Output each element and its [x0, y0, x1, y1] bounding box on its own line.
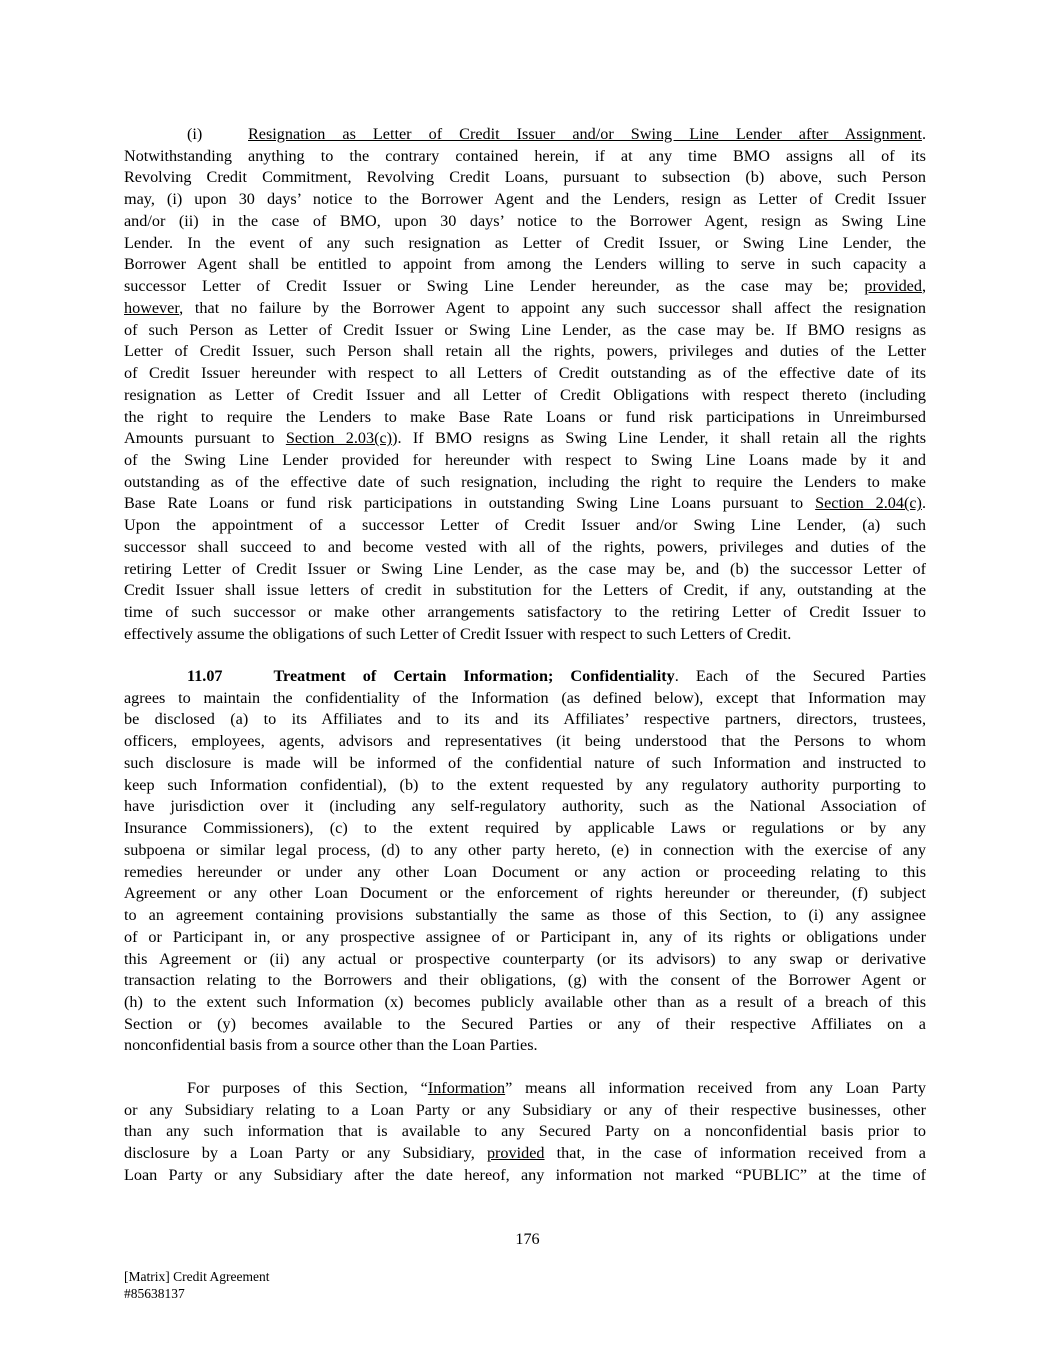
text-run: ” means all information received from any Loan Party [505, 1079, 926, 1097]
text-line [124, 320, 926, 342]
text-run: For purposes of this Section, “ [187, 1079, 428, 1097]
text-line [124, 559, 926, 581]
text-run: disclosure by a Loan Party or any Subsidiary, [124, 1144, 487, 1163]
text-run: Revolving Credit Commitment, Revolving Credit Loans, pursuant to subsection (b) above, such Person [124, 168, 926, 187]
text-run: agrees to maintain the confidentiality of the Information (as defined below), except that Information may [124, 688, 926, 707]
underlined-term: Section 2.04(c) [815, 494, 922, 513]
text-line [124, 472, 926, 494]
text-run: . [921, 494, 926, 513]
text-run: Agreement or any other Loan Document or the enforcement of rights hereunder or thereunder, (f) subject [124, 884, 926, 903]
text-line [124, 276, 926, 298]
text-line [124, 970, 926, 992]
text-line [124, 1143, 926, 1165]
text-run: Section or (y) becomes available to the Secured Parties or any of their respective Affiliates on a [124, 1014, 926, 1033]
text-run: of such Person as Letter of Credit Issuer or Swing Line Lender, as the case may be. If BMO resigns as [124, 320, 926, 339]
text-run: effectively assume the obligations of such Letter of Credit Issuer with respect to such Letters of Credit. [124, 624, 792, 643]
text-line [124, 992, 926, 1014]
text-run: Borrower Agent shall be entitled to appoint from among the Lenders willing to serve in such capacity a [124, 255, 926, 274]
text-line [124, 211, 926, 233]
text-line [124, 189, 926, 211]
text-line [124, 883, 926, 905]
text-run: have jurisdiction over it (including any self-regulatory authority, such as the National Association of [124, 797, 926, 816]
text-line [124, 905, 926, 927]
text-line [124, 1078, 926, 1100]
text-run: time of such successor or make other arrangements satisfactory to the retiring Letter of Credit Issuer to [124, 603, 926, 622]
text-line [124, 840, 926, 862]
clause-label: (i) [187, 125, 203, 143]
text-run: Upon the appointment of a successor Letter of Credit Issuer and/or Swing Line Lender, (a) such [124, 516, 926, 535]
text-run: Lender. In the event of any such resignation as Letter of Credit Issuer, or Swing Line Lender, the [124, 233, 926, 252]
text-run: transaction relating to the Borrowers and their obligations, (g) with the consent of the Borrower Agent or [124, 971, 926, 990]
text-run: Credit Issuer shall issue letters of credit in substitution for the Letters of Credit, if any, outstanding at the [124, 581, 926, 600]
confidentiality-paragraph [124, 666, 926, 1057]
text-run: (h) to the extent such Information (x) becomes publicly available other than as a result of a breach of this [124, 993, 926, 1012]
text-line [124, 709, 926, 731]
underlined-term: provided [864, 277, 922, 296]
text-run: , [921, 277, 926, 296]
text-line [124, 537, 926, 559]
text-run: that, in the case of information received from a [544, 1144, 926, 1163]
text-run: such disclosure is made will be informed of the confidential nature of such Information and instructed to [124, 753, 926, 772]
text-run: Letter of Credit Issuer, such Person shall retain all the rights, powers, privileges and duties of the Letter [124, 342, 926, 361]
underlined-term: provided [486, 1144, 545, 1163]
underlined-term: Information [427, 1079, 506, 1097]
text-run: retiring Letter of Credit Issuer or Swing Line Lender, as the case may be, and (b) the successor Letter of [124, 559, 926, 578]
text-line [124, 341, 926, 363]
footer-document-title: [Matrix] Credit Agreement [124, 1269, 270, 1284]
text-run: officers, employees, agents, advisors and representatives (it being understood that the Persons to whom [124, 732, 926, 751]
text-line [124, 666, 926, 688]
text-run: successor Letter of Credit Issuer or Swing Line Lender hereunder, as the case may be; [124, 277, 865, 296]
text-run: remedies hereunder or under any other Loan Document or any action or proceeding relating to this [124, 862, 926, 881]
text-line [124, 927, 926, 949]
text-line [124, 1121, 926, 1143]
text-line [124, 602, 926, 624]
text-line [124, 818, 926, 840]
text-line [124, 1165, 926, 1187]
text-line [124, 167, 926, 189]
text-line [124, 1014, 926, 1036]
text-run: . Each of the Secured Parties [674, 667, 926, 685]
text-line [124, 298, 926, 320]
text-run: this Agreement or (ii) any actual or prospective counterparty (or its advisors) to any swap or derivative [124, 949, 926, 968]
text-run: be disclosed (a) to its Affiliates and to its and its Affiliates’ respective partners, directors, trustees, [124, 710, 926, 729]
information-definition-paragraph [124, 1078, 926, 1187]
page-number: 176 [515, 1230, 540, 1248]
text-line [124, 385, 926, 407]
text-line [124, 407, 926, 429]
text-line [124, 450, 926, 472]
text-run: successor shall succeed to and become vested with all of the rights, powers, privileges and duties of the [124, 537, 926, 556]
text-run: Base Rate Loans or fund risk participations in outstanding Swing Line Loans pursuant to [124, 494, 816, 513]
text-run: Amounts pursuant to [124, 429, 286, 448]
text-run: of Credit Issuer hereunder with respect to all Letters of Credit outstanding as of the effective date of its [124, 364, 926, 383]
text-line [124, 233, 926, 255]
resignation-paragraph [124, 124, 926, 646]
text-run: nonconfidential basis from a source other than the Loan Parties. [124, 1036, 538, 1055]
text-line [124, 515, 926, 537]
text-run: of or Participant in, or any prospective assignee of or Participant in, any of its rights or obligations under [124, 927, 926, 946]
text-run: subpoena or similar legal process, (d) to any other party hereto, (e) in connection with the exercise of any [124, 840, 926, 859]
text-run: . [921, 125, 926, 143]
text-line [124, 1035, 926, 1057]
text-line [124, 363, 926, 385]
text-line [124, 775, 926, 797]
footer-document-number: #85638137 [124, 1286, 185, 1301]
footer [124, 1268, 269, 1302]
text-run: or any Subsidiary relating to a Loan Party or any Subsidiary or any of their respective businesses, other [124, 1100, 926, 1119]
text-run: of the Swing Line Lender provided for hereunder with respect to Swing Line Loans made by it and [124, 451, 926, 470]
text-run: keep such Information confidential), (b) to the extent requested by any regulatory authority purporting to [124, 775, 926, 794]
text-line [124, 146, 926, 168]
text-line [124, 493, 926, 515]
text-run: ). If BMO resigns as Swing Line Lender, it shall retain all the rights [392, 429, 926, 448]
text-line [124, 796, 926, 818]
text-run: Insurance Commissioners), (c) to the extent required by applicable Laws or regulations or by any [124, 819, 926, 838]
text-run: , that no failure by the Borrower Agent to appoint any such successor shall affect the resignation [179, 298, 926, 317]
text-line [124, 1100, 926, 1122]
text-line [124, 624, 926, 646]
underlined-term: Section 2.03(c) [285, 429, 393, 448]
text-run: to an agreement containing provisions substantially the same as those of this Section, to (i) any assignee [124, 906, 926, 925]
text-run: the right to require the Lenders to make Base Rate Loans or fund risk participations in Unreimbursed [124, 407, 926, 426]
text-run: than any such information that is available to any Secured Party on a nonconfidential basis prior to [124, 1122, 926, 1141]
text-run: outstanding as of the effective date of such resignation, including the right to require the Lenders to make [124, 472, 926, 491]
text-line [124, 949, 926, 971]
text-line [124, 124, 926, 146]
text-line [124, 753, 926, 775]
text-line [124, 688, 926, 710]
text-run: Loan Party or any Subsidiary after the date hereof, any information not marked “PUBLIC” at the time of [124, 1165, 926, 1184]
section-heading: 11.07 Treatment of Certain Information; Confidentiality [187, 667, 675, 685]
underlined-term: however [124, 298, 180, 317]
text-run: may, (i) upon 30 days’ notice to the Borrower Agent and the Lenders, resign as Letter of Credit Issuer [124, 190, 926, 209]
text-line [124, 428, 926, 450]
text-line [124, 862, 926, 884]
underlined-term: Resignation as Letter of Credit Issuer and/or Swing Line Lender after Assignment [248, 125, 922, 143]
text-run: Notwithstanding anything to the contrary contained herein, if at any time BMO assigns all of its [124, 146, 926, 165]
text-run: and/or (ii) in the case of BMO, upon 30 days’ notice to the Borrower Agent, resign as Swing Line [124, 211, 926, 230]
text-run: resignation as Letter of Credit Issuer and all Letter of Credit Obligations with respect thereto (including [124, 385, 926, 404]
text-line [124, 254, 926, 276]
text-line [124, 731, 926, 753]
text-line [124, 580, 926, 602]
